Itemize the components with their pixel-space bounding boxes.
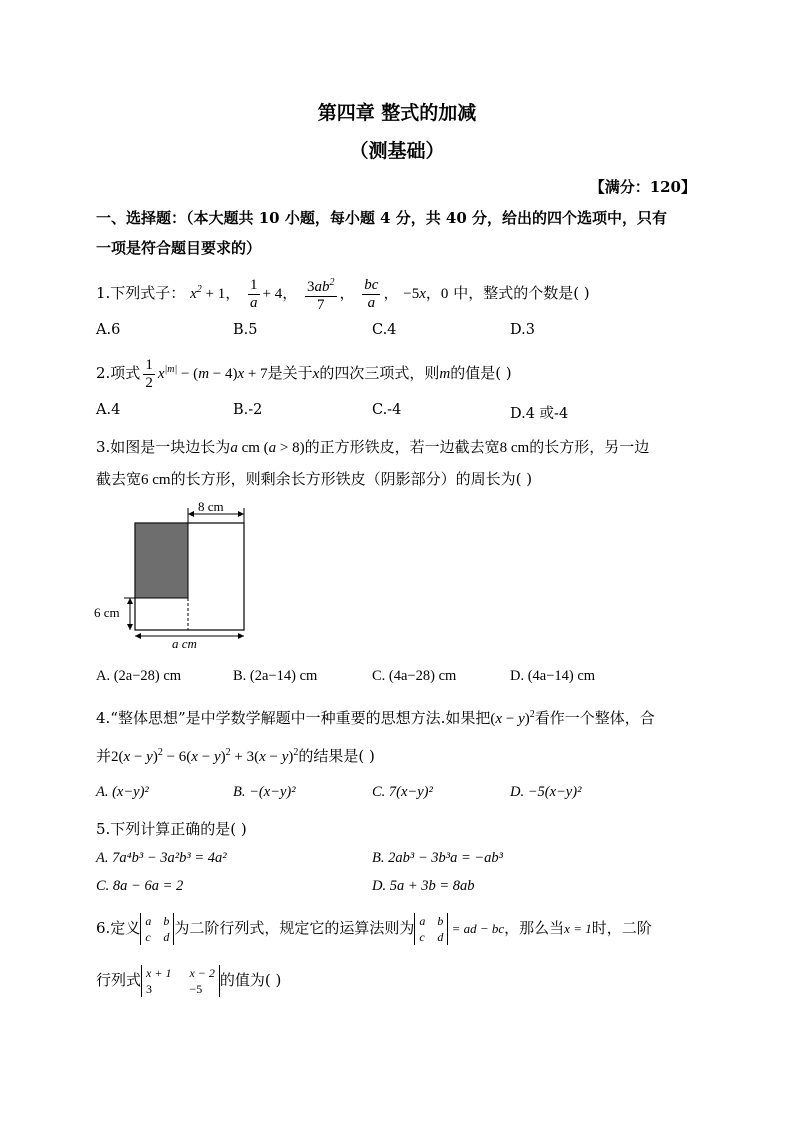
q1-expr3: $\frac{3ab^2}{7}$ <box>305 274 337 314</box>
question-2-stem: 2.项式 $\frac{1}{2}$ $x^{|m|} - (m - 4)x + 7$是关于x的四次三项式，则m的值是( ) <box>96 356 512 391</box>
q5-option-c[interactable]: C. 8a − 6a = 2 <box>96 878 184 894</box>
q3-text-e: 的长方形，则剩余长方形铁皮（阴影部分）的周长为( ) <box>170 470 533 488</box>
question-1-stem: 1.下列式子： $x^2 + 1$， $\frac{1}{a}$ + 4， $\frac{3ab^2}{7}$ ， $\frac{bc}{a}$ ， −5x，0 中，整式的个数是( ) <box>96 270 590 314</box>
shaded-rectangle <box>135 523 188 598</box>
q3-option-b[interactable]: B. (2a−14) cm <box>233 668 318 684</box>
question-4-line2: 并$2(x - y)^2 - 6(x - y)^2 + 3(x - y)^2$的结果是( ) <box>96 747 375 765</box>
q4-option-a[interactable]: A. (x−y)² <box>96 784 149 800</box>
q3-option-d[interactable]: D. (4a−14) cm <box>510 668 596 684</box>
q1-prefix: 1.下列式子： <box>96 284 186 302</box>
q2-option-c[interactable]: C.-4 <box>372 402 402 418</box>
question-4-line1: 4.“整体思想”是中学数学解题中一种重要的思想方法.如果把$(x - y)^2$看作一个整体，合 <box>96 709 655 727</box>
q1-expr5: −5x <box>403 286 426 302</box>
q3-text-a: 3.如图是一块边长为 <box>96 438 231 456</box>
label-acm: a cm <box>172 636 197 650</box>
q4-text-d: 的结果是( ) <box>298 747 375 765</box>
q1-option-d[interactable]: D.3 <box>510 322 535 338</box>
q2-option-d[interactable]: D.4 或-4 <box>510 406 569 422</box>
q2-half: $\frac{1}{2}$ <box>145 356 153 391</box>
question-6-line1: 6.定义 a b c d 为二阶行列式，规定它的运算法则为 a b c d = ad − bc，那么当x = 1时，二阶 <box>96 914 652 944</box>
q6-text-c: ，那么当 <box>504 919 565 937</box>
q4-text-a: 4.“整体思想”是中学数学解题中一种重要的思想方法.如果把 <box>96 709 491 727</box>
q3-text-d: 截去宽 <box>96 470 142 488</box>
q3-text-c: 的长方形，另一边 <box>529 438 650 456</box>
section-heading-line1: 一、选择题：（本大题共 10 小题，每小题 4 分，共 40 分，给出的四个选项中，只有 <box>96 209 668 227</box>
q1-expr2: $\frac{1}{a}$ <box>250 276 258 311</box>
page-subtitle: （测基础） <box>349 140 445 162</box>
q5-option-b[interactable]: B. 2ab³ − 3b³a = −ab³ <box>372 850 504 866</box>
q1-option-b[interactable]: B.5 <box>233 322 258 338</box>
question-6-line2 <box>96 962 281 998</box>
q4-text-b: 看作一个整体，合 <box>534 709 655 727</box>
q2-mid2: 的四次三项式，则 <box>319 364 440 382</box>
q5-option-d[interactable]: D. 5a + 3b = 8ab <box>372 878 475 894</box>
q2-expression: $x^{|m|} - (m - 4)x + 7$ <box>157 364 268 382</box>
q6-text-f: 的值为( ) <box>219 971 282 989</box>
question-3-line1: 3.如图是一块边长为a cm (a > 8)的正方形铁皮，若一边截去宽8 cm的长方形，另一边 <box>96 438 650 456</box>
q2-option-a[interactable]: A.4 <box>96 402 121 418</box>
q2-prefix: 2.项式 <box>96 364 141 382</box>
q4-text-c: 并 <box>96 747 112 765</box>
q3-figure <box>92 500 262 650</box>
q2-tail: 的值是( ) <box>450 364 512 382</box>
q6-text-b: 为二阶行列式，规定它的运算法则为 <box>174 919 415 937</box>
q5-option-a[interactable]: A. 7a⁴b³ − 3a²b³ = 4a² <box>96 850 227 866</box>
section-heading-line2: 一项是符合题目要求的） <box>96 239 262 257</box>
q6-text-d: 时，二阶 <box>591 919 652 937</box>
q1-option-c[interactable]: C.4 <box>372 322 397 338</box>
q1-expr4: $\frac{bc}{a}$ <box>364 276 379 311</box>
score-label: 【满分：120】 <box>589 178 696 196</box>
label-6cm: 6 cm <box>94 605 120 620</box>
page-title: 第四章 整式的加减 <box>317 102 477 124</box>
q6-text-e: 行列式 <box>96 971 142 989</box>
q6-det-values: x + 1 x − 2 3 −5 <box>141 965 220 997</box>
q6-det-rule: a b c d <box>414 913 448 945</box>
q4-option-b[interactable]: B. −(x−y)² <box>233 784 296 800</box>
q3-option-a[interactable]: A. (2a−28) cm <box>96 668 182 684</box>
question-3-line2: 截去宽6 cm的长方形，则剩余长方形铁皮（阴影部分）的周长为( ) <box>96 470 533 488</box>
q4-option-c[interactable]: C. 7(x−y)² <box>372 784 433 800</box>
q1-tail: 中，整式的个数是( ) <box>453 284 590 302</box>
question-5-stem: 5.下列计算正确的是( ) <box>96 820 247 838</box>
q1-expr1: $x^2 + 1$ <box>190 284 226 302</box>
q6-text-a: 6.定义 <box>96 919 141 937</box>
q2-option-b[interactable]: B.-2 <box>233 402 263 418</box>
q4-option-d[interactable]: D. −5(x−y)² <box>510 784 582 800</box>
q3-option-c[interactable]: C. (4a−28) cm <box>372 668 457 684</box>
q2-mid: 是关于 <box>267 364 313 382</box>
q6-det-abcd: a b c d <box>140 913 174 945</box>
q1-option-a[interactable]: A.6 <box>96 322 121 338</box>
q3-text-b: 的正方形铁皮，若一边截去宽 <box>304 438 500 456</box>
label-8cm: 8 cm <box>198 500 224 514</box>
